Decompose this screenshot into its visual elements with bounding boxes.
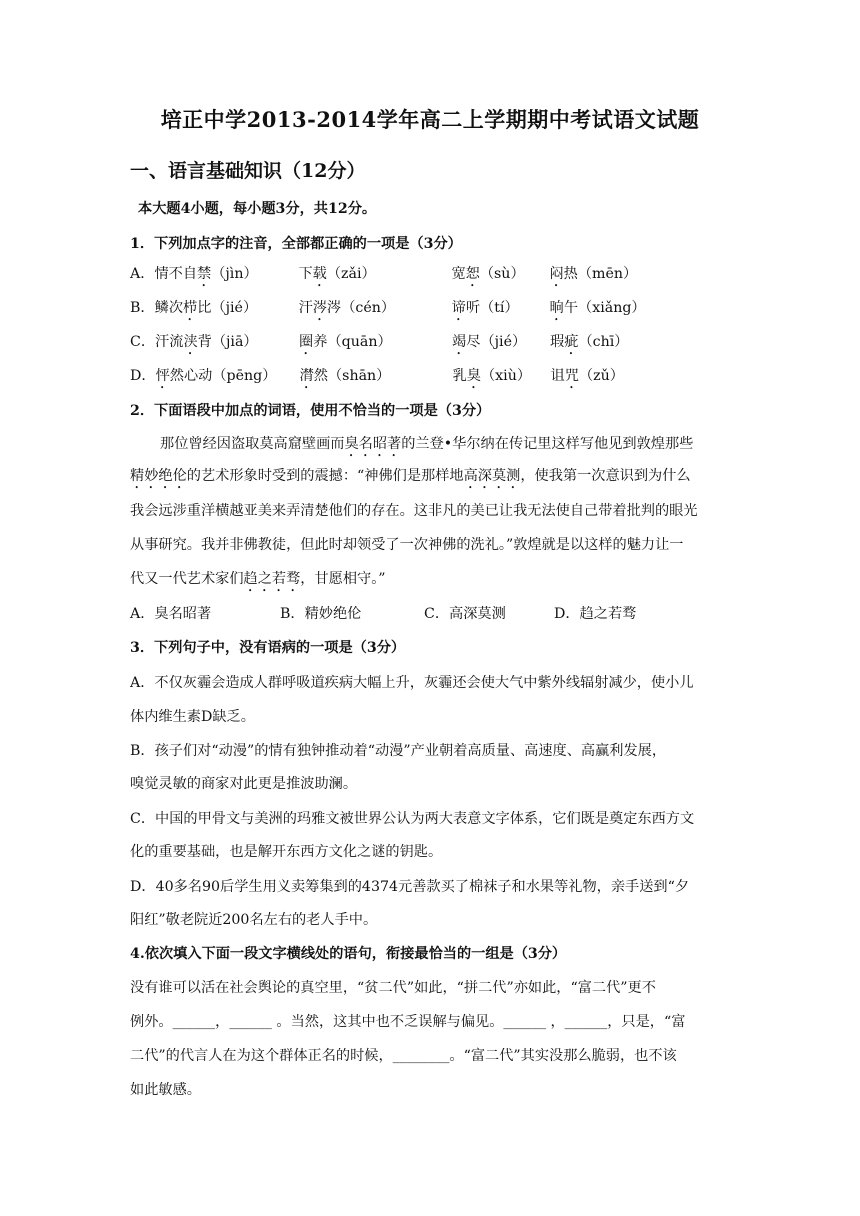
text: 汗 <box>298 300 313 316</box>
q2-paragraph-line <box>130 569 386 595</box>
text: 涔 <box>327 300 342 316</box>
q1-option-label: C． <box>130 334 156 350</box>
dotted-char: 闷 <box>549 266 564 282</box>
dotted-char: 疵 <box>564 334 579 350</box>
q1-option-label: D． <box>130 368 156 384</box>
page-title: 培正中学2013-2014学年高二上学期期中考试语文试题 <box>160 107 700 132</box>
text: 鳞次 <box>154 300 184 316</box>
q2-paragraph-line <box>130 466 691 492</box>
q1-option-label: B． <box>130 300 155 316</box>
pinyin: （jìn） <box>211 266 258 282</box>
dotted-char: 竭 <box>452 334 467 350</box>
dotted-term: 高深莫测 <box>463 468 521 484</box>
dotted-char: 浃 <box>183 334 198 350</box>
q2-option-d: D．趋之若骛 <box>554 606 637 622</box>
pinyin: （pēng） <box>212 368 277 384</box>
text: 午 <box>563 300 579 316</box>
q1-word <box>452 298 550 324</box>
q4-line: 二代”的代言人在为这个群体正名的时候，________。“富二代”其实没那么脆弱，也不该 <box>130 1048 677 1064</box>
q4-line: 没有谁可以活在社会舆论的真空里，“贫二代”如此，“拼二代”亦如此，“富二代”更不 <box>130 980 656 996</box>
text: 情不自 <box>154 266 198 282</box>
dotted-char: 咒 <box>564 368 579 384</box>
q1-option-label: A． <box>130 266 155 282</box>
q4-line: 如此敏感。 <box>130 1082 201 1098</box>
pinyin: （xiù） <box>480 368 532 384</box>
pinyin: （chī） <box>578 334 629 350</box>
section-heading: 一、语言基础知识（12分） <box>130 160 366 182</box>
q3-line: 化的重要基础，也是解开东西方文化之谜的钥匙。 <box>130 844 443 860</box>
q2-stem: 2．下面语段中加点的词语，使用不恰当的一项是（3分） <box>130 403 491 419</box>
text: 养 <box>313 334 328 350</box>
text: 热 <box>563 266 578 282</box>
text: ，甘愿相守。” <box>300 571 386 587</box>
dotted-term: 趋之若骛 <box>243 571 301 587</box>
dotted-char: 圈 <box>299 334 314 350</box>
dotted-char: 涔 <box>312 300 328 316</box>
q3-line: 阳红”敬老院近200名左右的老人手中。 <box>130 912 378 928</box>
pinyin: （cén） <box>341 300 396 316</box>
pinyin: （mēn） <box>577 266 638 282</box>
dotted-term: 精妙绝伦 <box>130 468 187 484</box>
text: 那位曾经因盗取莫高窟壁画而 <box>160 436 345 452</box>
text: 尽 <box>466 334 481 350</box>
text: 比 <box>197 300 212 316</box>
q3-line: 嗅觉灵敏的商家对此更是推波助澜。 <box>130 776 358 792</box>
q2-paragraph-line: 我会远涉重洋横越亚美来弄清楚他们的存在。这非凡的美已让我无法使自己带着批判的眼光 <box>130 503 698 519</box>
q1-option-row <box>130 298 646 324</box>
dotted-char: 谛 <box>451 300 466 316</box>
dotted-char: 臭 <box>466 368 481 384</box>
pinyin: （quān） <box>327 334 392 350</box>
q1-word <box>550 332 628 358</box>
text: 宽 <box>451 266 466 282</box>
q1-word <box>156 366 300 392</box>
q1-option-row <box>130 366 624 392</box>
q3-line: B．孩子们对“动漫”的情有独钟推动着“动漫”产业朝着高质量、高速度、高赢利发展， <box>130 743 667 759</box>
dotted-char: 潸 <box>299 368 314 384</box>
q1-word <box>549 264 637 290</box>
pinyin: （zǔ） <box>578 368 624 384</box>
q1-word <box>300 366 453 392</box>
q3-stem: 3．下列句子中，没有语病的一项是（3分） <box>130 640 406 656</box>
pinyin: （xiǎng） <box>578 300 646 316</box>
q2-paragraph-line: 从事研究。我并非佛教徒，但此时却领受了一次神佛的洗礼。”敦煌就是以这样的魅力让一 <box>130 537 684 553</box>
q2-option-a: A．臭名昭著 <box>130 606 212 622</box>
q4-stem: 4.依次填入下面一段文字横线处的语句，衔接最恰当的一组是（3分） <box>130 946 567 962</box>
text: 的艺术形象时受到的震撼：“神佛们是那样地 <box>186 468 464 484</box>
q3-line: D．40多名90后学生用义卖筹集到的4374元善款买了棉袜子和水果等礼物，亲手送到“夕 <box>130 879 690 895</box>
q3-line: 体内维生素D缺乏。 <box>130 709 255 725</box>
dotted-char: 怦 <box>155 368 170 384</box>
pinyin: （tí） <box>480 300 519 316</box>
dotted-char: 恕 <box>465 266 480 282</box>
text: 然 <box>313 368 328 384</box>
dotted-char: 载 <box>312 266 327 282</box>
dotted-char: 禁 <box>197 266 212 282</box>
q2-options <box>130 604 636 624</box>
q2-option-c: C．高深莫测 <box>424 606 506 622</box>
q1-stem: 1．下列加点字的注音，全部都正确的一项是（3分） <box>130 236 462 252</box>
q2-paragraph-line <box>160 434 693 460</box>
text: 听 <box>465 300 481 316</box>
q1-word <box>452 332 550 358</box>
pinyin: （jiā） <box>211 334 258 350</box>
pinyin: （shān） <box>327 368 391 384</box>
section-intro: 本大题4小题，每小题3分，共12分。 <box>138 201 377 217</box>
q2-option-b: B．精妙绝伦 <box>280 606 362 622</box>
q1-word <box>299 332 452 358</box>
text: 诅 <box>550 368 565 384</box>
text: 代又一代艺术家们 <box>130 571 244 587</box>
q3-line: C．中国的甲骨文与美洲的玛雅文被世界公认为两大表意文字体系，它们既是奠定东西方文 <box>130 811 695 827</box>
q1-word <box>155 332 299 358</box>
text: 然心动 <box>169 368 213 384</box>
text: 背 <box>197 334 212 350</box>
q1-option-row <box>130 264 637 290</box>
q1-word <box>550 298 646 324</box>
q1-word <box>298 264 451 290</box>
q3-line: A．不仅灰霾会造成人群呼吸道疾病大幅上升，灰霾还会使大气中紫外线辐射减少，使小儿 <box>130 675 694 691</box>
dotted-char: 晌 <box>549 300 564 316</box>
q1-option-row <box>130 332 628 358</box>
dotted-term: 臭名昭著 <box>344 436 402 452</box>
pinyin: （jié） <box>211 300 258 316</box>
pinyin: （sù） <box>479 266 525 282</box>
q4-line: 例外。______，______ 。当然，这其中也不乏误解与偏见。______ ，______，只是，“富 <box>130 1014 686 1030</box>
text: 瑕 <box>550 334 565 350</box>
q1-word <box>299 298 452 324</box>
text: 下 <box>298 266 313 282</box>
q1-word <box>451 264 549 290</box>
pinyin: （jié） <box>480 334 527 350</box>
q1-word <box>155 298 299 324</box>
q1-word <box>551 366 624 392</box>
pinyin: （zǎi） <box>326 266 376 282</box>
text: 汗流 <box>155 334 184 350</box>
q1-word <box>154 264 298 290</box>
text: ，使我第一次意识到为什么 <box>520 468 691 484</box>
dotted-char: 栉 <box>183 300 198 316</box>
q1-word <box>453 366 551 392</box>
text: 的兰登•华尔纳在传记里这样写他见到敦煌那些 <box>401 436 694 452</box>
text: 乳 <box>452 368 467 384</box>
